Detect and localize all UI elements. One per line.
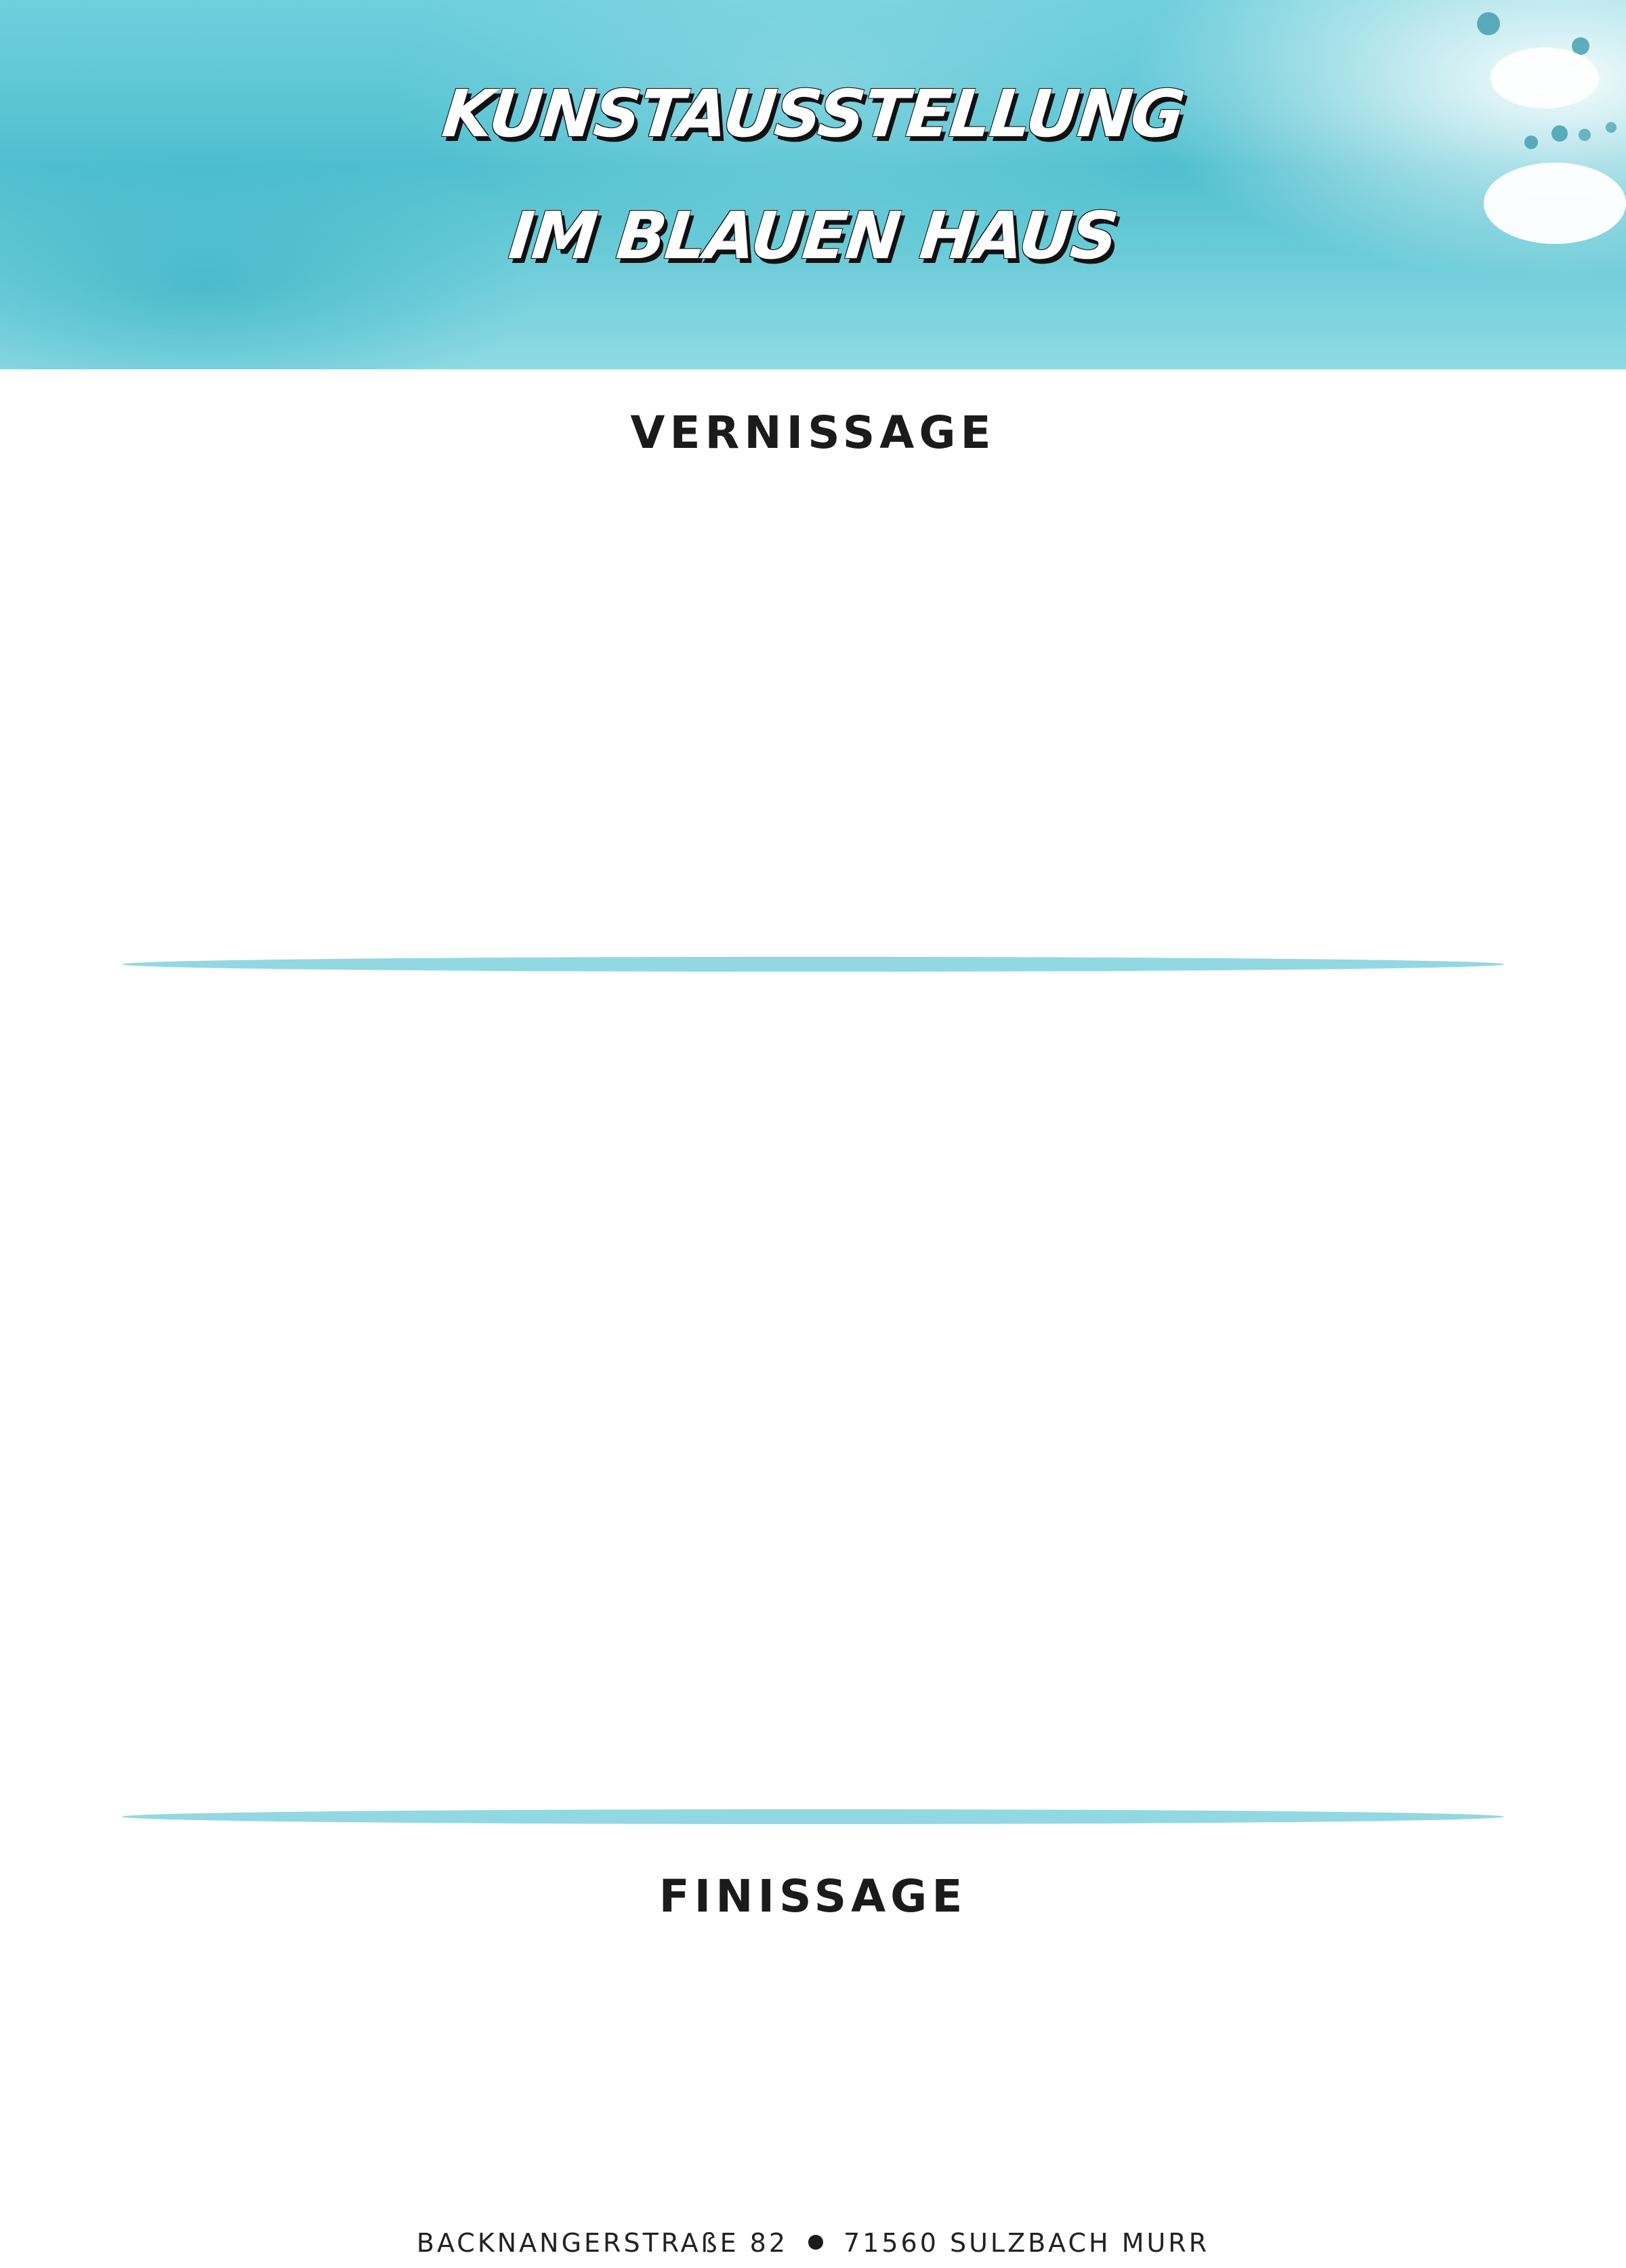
watercolor-splash — [1477, 12, 1500, 35]
header-banner — [0, 0, 1626, 369]
address-street: BACKNANGERSTRAßE 82 — [416, 2228, 789, 2258]
title-line-1: KUNSTAUSSTELLUNG — [438, 76, 1188, 152]
finissage-heading: FINISSAGE — [659, 1870, 967, 1922]
divider-top — [122, 957, 1504, 972]
title-line-2: IM BLAUEN HAUS — [505, 198, 1121, 274]
vernissage-heading: VERNISSAGE — [630, 407, 996, 459]
divider-bottom — [122, 1809, 1504, 1824]
address-city: 71560 SULZBACH MURR — [843, 2228, 1210, 2258]
footer-address — [0, 2228, 1626, 2258]
bullet-separator-icon — [808, 2235, 823, 2250]
